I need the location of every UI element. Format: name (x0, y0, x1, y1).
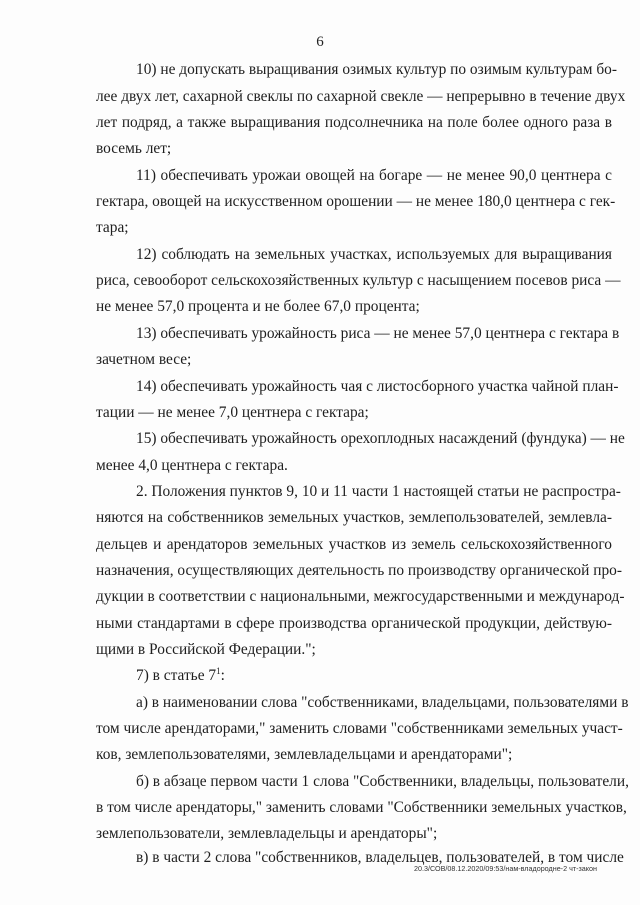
text-line: в том числе арендаторы," заменить словами "Собственники земельных участков, (96, 799, 627, 816)
text-line: дукции в соответствии с национальными, межгосударственными и международ- (96, 588, 625, 605)
text-line: а) в наименовании слова "собственниками, владельцами, пользователями в (136, 694, 629, 711)
text-fragment: 7) в статье 7 (136, 667, 217, 684)
text-line: том числе арендаторами," заменить словами "собственниками земельных участ- (96, 720, 623, 737)
text-line: в) в части 2 слова "собственников, владельцев, пользователей, в том числе (136, 849, 624, 866)
superscript: 1 (216, 665, 221, 676)
text-line: няются на собственников земельных участков, землепользователей, землевла- (96, 509, 612, 526)
text-line: дельцев и арендаторов земельных участков из земель сельскохозяйственного (96, 536, 612, 553)
text-line: тара; (96, 219, 129, 236)
text-line: назначения, осуществляющих деятельность по производству органической про- (96, 562, 622, 579)
text-line: зачетном весе; (96, 351, 192, 368)
text-line: 13) обеспечивать урожайность риса — не менее 57,0 центнера с гектара в (136, 325, 620, 342)
text-line: ков, землепользователями, землевладельцами и арендаторами"; (96, 746, 513, 763)
text-line: 2. Положения пунктов 9, 10 и 11 части 1 настоящей статьи не распростра- (136, 483, 621, 500)
text-line: гектара, овощей на искусственном орошении — не менее 180,0 центнера с гек- (96, 193, 616, 210)
text-line: щими в Российской Федерации."; (96, 641, 316, 658)
text-line: менее 4,0 центнера с гектара. (96, 457, 288, 474)
text-line: лет подряд, а также выращивания подсолнечника на поле более одного раза в (96, 114, 612, 131)
text-line: ными стандартами в сфере производства органической продукции, действую- (96, 615, 612, 632)
text-line: землепользователи, землевладельцы и арендаторы"; (96, 825, 438, 842)
page-number: 6 (316, 34, 324, 50)
text-line: 12) соблюдать на земельных участках, используемых для выращивания (136, 246, 612, 263)
text-line: тации — не менее 7,0 центнера с гектара; (96, 404, 369, 421)
text-line: риса, севооборот сельскохозяйственных культур с насыщением посевов риса — (96, 272, 621, 289)
text-line: 11) обеспечивать урожаи овощей на богаре — не менее 90,0 центнера с (136, 167, 612, 184)
text-line: б) в абзаце первом части 1 слова "Собственники, владельцы, пользователи, (136, 773, 629, 790)
text-line (136, 666, 225, 686)
text-line: 15) обеспечивать урожайность орехоплодных насаждений (фундука) — не (136, 430, 625, 447)
text-line: восемь лет; (96, 140, 172, 157)
footer-code: 20.3/СОВ/08.12.2020/09:53/нам-владородне-2 чт-закон (414, 864, 597, 873)
text-line: лее двух лет, сахарной свеклы по сахарной свекле — непрерывно в течение двух (96, 88, 626, 105)
text-fragment: : (220, 667, 225, 684)
text-line: не менее 57,0 процента и не более 67,0 процента; (96, 298, 420, 315)
text-line: 10) не допускать выращивания озимых культур по озимым культурам бо- (136, 61, 617, 78)
text-line: 14) обеспечивать урожайность чая с листосборного участка чайной план- (136, 378, 619, 395)
